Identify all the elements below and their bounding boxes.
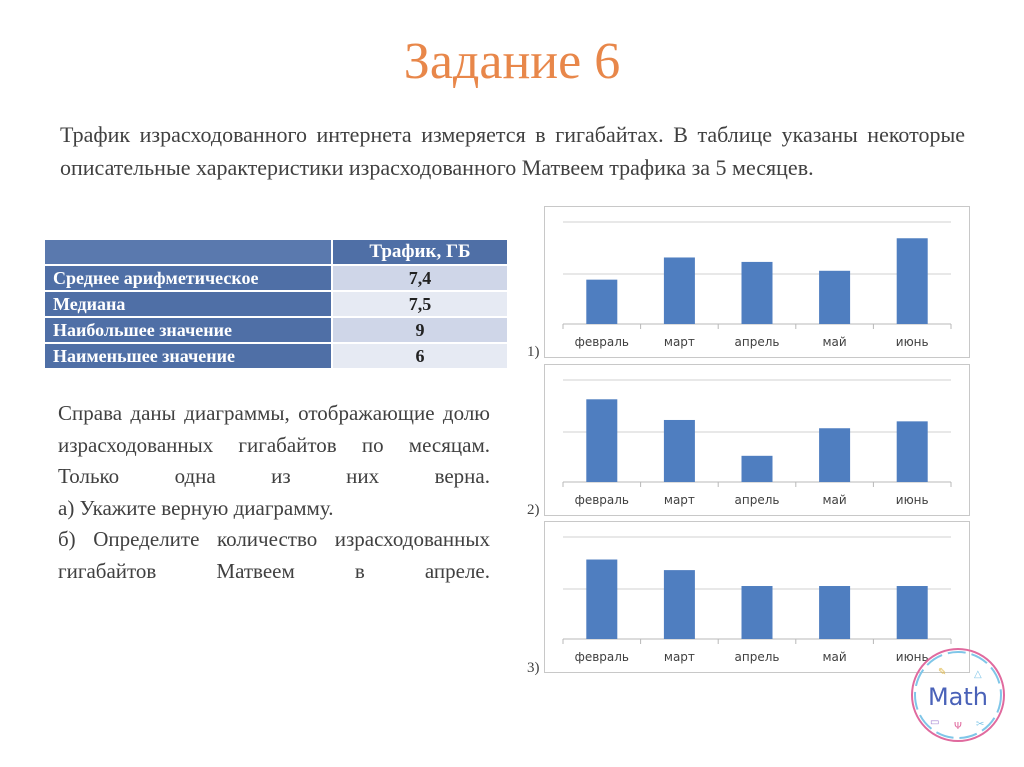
bar-июнь — [897, 421, 928, 482]
row-value-min: 6 — [332, 343, 508, 369]
row-value-mean: 7,4 — [332, 265, 508, 291]
chart-2-label: 2) — [527, 502, 540, 518]
table-row — [44, 265, 508, 291]
x-tick-label: апрель — [734, 650, 780, 664]
row-value-max: 9 — [332, 317, 508, 343]
chart-3-label: 3) — [527, 660, 540, 676]
x-tick-label: июнь — [895, 335, 929, 349]
x-tick-label: февраль — [574, 650, 630, 664]
table-row — [44, 291, 508, 317]
row-label-min: Наименьшее значение — [44, 343, 332, 369]
bar-май — [819, 428, 850, 482]
bar-chart-2 — [544, 364, 970, 516]
table-row — [44, 317, 508, 343]
question-paragraph-3: б) Определите количество израсходованных гигабайтов Матвеем в апреле. — [58, 527, 490, 583]
row-value-median: 7,5 — [332, 291, 508, 317]
svg-text:✎: ✎ — [938, 667, 947, 678]
bar-февраль — [586, 280, 617, 324]
question-paragraph-1: Справа даны диаграммы, отображающие долю израсходованных гигабайтов по месяцам. Только одна из них верна. — [58, 401, 490, 488]
row-label-mean: Среднее арифметическое — [44, 265, 332, 291]
bar-май — [819, 586, 850, 639]
x-tick-label: апрель — [734, 335, 780, 349]
table-header-traffic: Трафик, ГБ — [332, 239, 508, 265]
bar-март — [664, 420, 695, 482]
svg-text:▭: ▭ — [930, 717, 940, 728]
bar-апрель — [742, 586, 773, 639]
x-tick-label: февраль — [574, 493, 630, 507]
x-tick-label: март — [663, 493, 695, 507]
table-header-row — [44, 239, 508, 265]
bar-март — [664, 257, 695, 324]
intro-text: Трафик израсходованного интернета измеряется в гигабайтах. В таблице указаны некоторые описательные характеристики израсходованного Матвеем трафика за 5 месяцев. — [60, 122, 965, 180]
question-paragraph-2: а) Укажите верную диаграмму. — [58, 495, 334, 520]
bar-chart-3 — [544, 521, 970, 673]
x-tick-label: февраль — [574, 335, 630, 349]
chart-1-label: 1) — [527, 344, 540, 360]
math-logo — [908, 645, 1008, 745]
x-tick-label: март — [663, 335, 695, 349]
chart-svg — [545, 365, 969, 515]
svg-text:△: △ — [974, 669, 982, 680]
bar-апрель — [742, 262, 773, 324]
row-label-median: Медиана — [44, 291, 332, 317]
math-logo-icon — [908, 645, 1008, 745]
x-tick-label: май — [822, 650, 847, 664]
svg-text:✂: ✂ — [976, 719, 985, 730]
slide-title: Задание 6 — [403, 33, 621, 90]
x-tick-label: май — [822, 493, 847, 507]
row-label-max: Наибольшее значение — [44, 317, 332, 343]
bar-февраль — [586, 560, 617, 639]
table-row — [44, 343, 508, 369]
bar-май — [819, 271, 850, 324]
bar-март — [664, 570, 695, 639]
bar-chart-1 — [544, 206, 970, 358]
bar-июнь — [897, 238, 928, 324]
x-tick-label: март — [663, 650, 695, 664]
table-header-blank — [44, 239, 332, 265]
x-tick-label: апрель — [734, 493, 780, 507]
x-tick-label: май — [822, 335, 847, 349]
traffic-stats-table — [43, 238, 509, 370]
bar-июнь — [897, 586, 928, 639]
bar-февраль — [586, 399, 617, 482]
chart-svg — [545, 522, 969, 672]
question-text — [58, 398, 490, 587]
math-logo-text: Math — [927, 683, 989, 711]
bar-апрель — [742, 456, 773, 482]
svg-text:Ψ: Ψ — [954, 721, 962, 732]
x-tick-label: июнь — [895, 493, 929, 507]
chart-svg — [545, 207, 969, 357]
x-tick-label: июнь — [895, 650, 929, 664]
